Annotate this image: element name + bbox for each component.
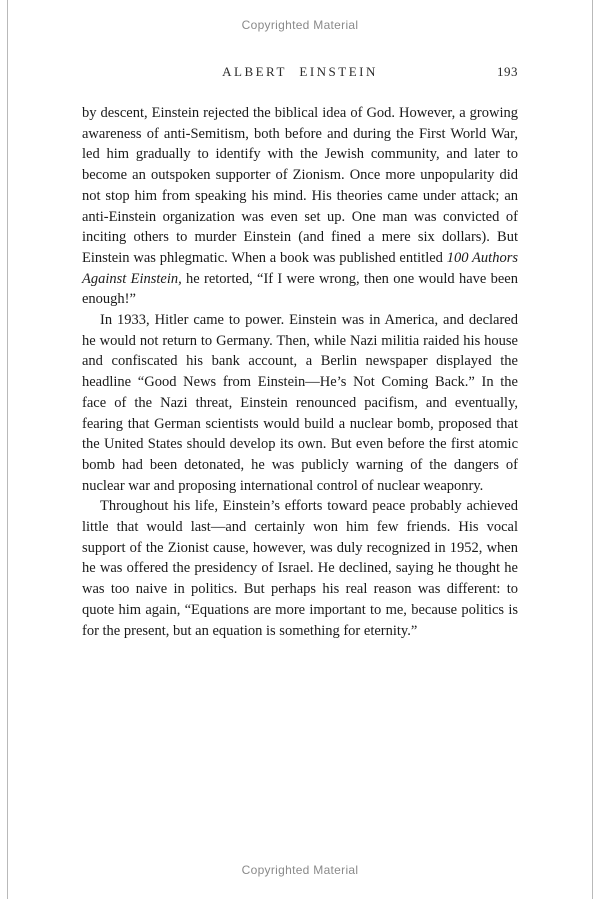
running-header [82,64,518,80]
book-title-italic: 100 Authors Against Einstein, [82,249,518,287]
book-page [7,0,593,899]
copyright-notice-top: Copyrighted Material [241,18,359,32]
paragraph-1-text-start: by descent, Einstein rejected the biblical idea of God. However, a growing awareness of anti-Semitism, both before and during the First World War, led him gradually to identify with the Jewish community, and later to become an outspoken supporter of Zionism. Once more unpopularity did not stop him from speaking his mind. His theories came under attack; an anti-Einstein organization was even set up. One man was convicted of inciting others to murder Einstein (and fined a mere six dollars). But Einstein was phlegmatic. When a book was published entitled [82,105,518,266]
paragraph-2: In 1933, Hitler came to power. Einstein was in America, and declared he would not return to Germany. Then, while Nazi militia raided his house and confiscated his bank account, a Berlin newspaper displayed the headline “Good News from Einstein—He’s Not Coming Back.” In the face of the Nazi threat, Einstein renounced pacifism, and eventually, fearing that German scientists would build a nuclear bomb, proposed that the United States should develop its own. But even before the first atomic bomb had been detonated, he was publicly warning of the dangers of nuclear war and proposing international control of nuclear weaponry. [82,312,518,494]
paragraph-1-text-end: he retorted, “If I were wrong, then one would have been enough!” [82,270,518,308]
running-header-title: ALBERT EINSTEIN [222,64,378,79]
paragraph-3: Throughout his life, Einstein’s efforts toward peace probably achieved little that would last—and certainly won him few friends. His vocal support of the Zionist cause, however, was duly recognized in 1952, when he was offered the presidency of Israel. He declined, saying he thought he was too naive in politics. But perhaps his real reason was different: to quote him again, “Equations are more important to me, because politics is for the present, but an equation is something for eternity.” [82,498,518,639]
paragraph-1 [82,103,518,310]
copyright-notice-bottom: Copyrighted Material [241,863,359,877]
body-text [82,103,518,641]
page-number: 193 [497,64,518,79]
